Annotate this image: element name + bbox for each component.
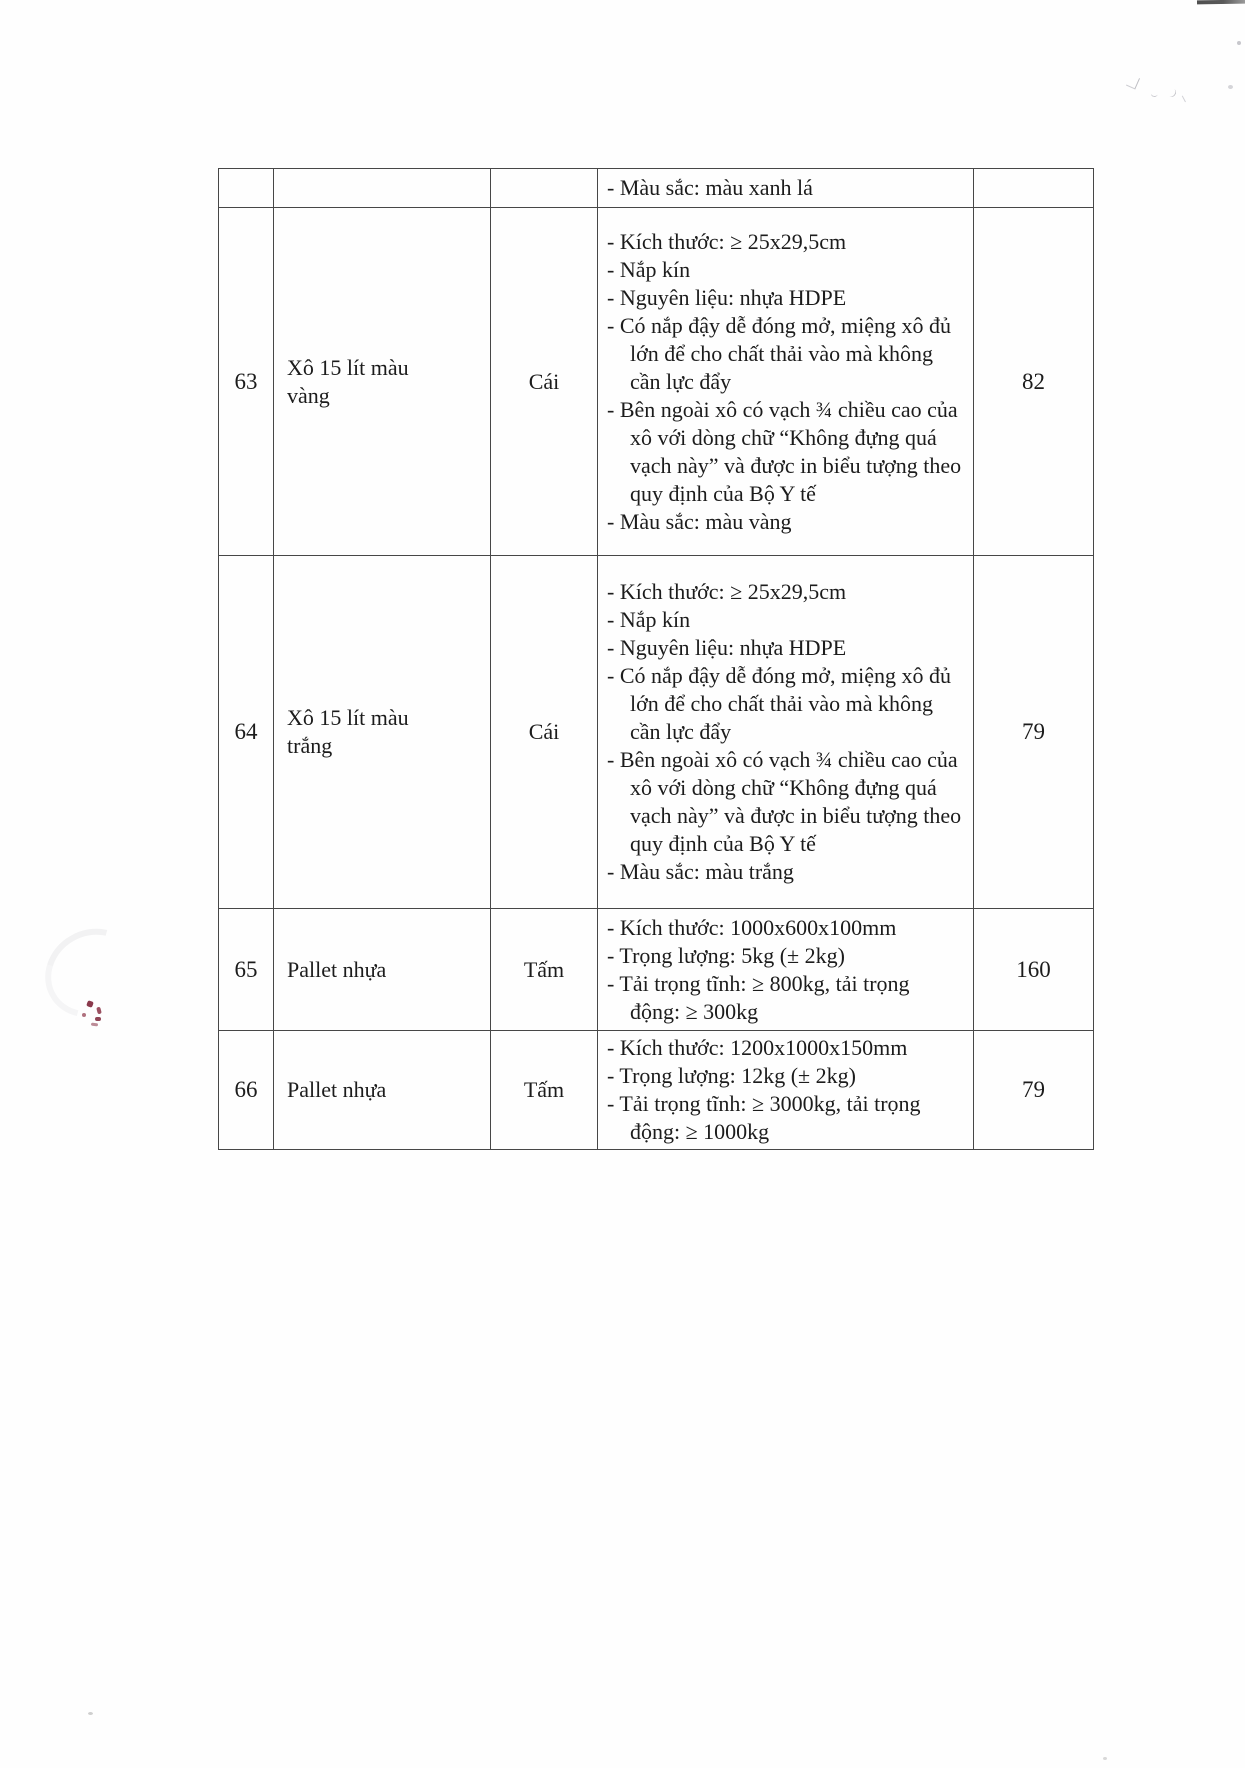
unit-cell: Cái [491,556,598,909]
spec-line: - Tải trọng tĩnh: ≥ 800kg, tải trọng động: ≥ 300kg [607,970,910,1024]
table-row-63 [219,208,1094,556]
scan-speck [1237,41,1241,45]
quantity-cell: 79 [974,556,1094,909]
pencil-mark [1228,85,1233,89]
table-row-carryover [219,169,1094,208]
spec-line: - Nguyên liệu: nhựa HDPE [607,635,847,660]
red-ink-mark [96,1007,102,1015]
row-number-cell: 65 [219,909,274,1031]
table-row-65 [219,909,1094,1031]
scan-speck [88,1712,93,1715]
red-ink-mark [91,1023,98,1027]
spec-line: - Màu sắc: màu vàng [607,508,792,534]
pencil-mark [1165,86,1177,98]
unit-cell [491,169,598,208]
table-row-64 [219,556,1094,909]
red-ink-mark [82,1013,86,1017]
spec-line: - Trọng lượng: 12kg (± 2kg) [607,1063,856,1088]
unit-cell: Tấm [491,1031,598,1150]
spec-line: - Bên ngoài xô có vạch ¾ chiều cao của xô với dòng chữ “Không đựng quá vạch này” và được in biểu tượng theo quy định của Bộ Y tế [607,747,962,856]
spec-line: - Tải trọng tĩnh: ≥ 3000kg, tải trọng động: ≥ 1000kg [607,1091,921,1144]
spec-cell [598,208,974,556]
pencil-mark [1150,87,1158,97]
spec-cell [598,556,974,909]
spec-line: - Màu sắc: màu xanh lá [607,175,813,200]
equipment-specification-table [218,168,1094,1150]
spec-cell [598,169,974,208]
spec-line: - Kích thước: 1200x1000x150mm [607,1035,908,1060]
quantity-cell [974,169,1094,208]
spec-line: - Nguyên liệu: nhựa HDPE [607,284,847,310]
spec-cell [598,909,974,1031]
spec-line: - Bên ngoài xô có vạch ¾ chiều cao của xô với dòng chữ “Không đựng quá vạch này” và được in biểu tượng theo quy định của Bộ Y tế [607,396,962,506]
spec-line: - Kích thước: 1000x600x100mm [607,914,897,940]
table-row-66 [219,1031,1094,1150]
row-number-cell [219,169,274,208]
scan-edge-line [1197,0,1245,4]
spec-line: - Có nắp đậy dễ đóng mở, miệng xô đủ lớn để cho chất thải vào mà không cần lực đẩy [607,312,952,394]
item-name-cell [274,169,491,208]
red-ink-mark [86,1000,94,1008]
pencil-mark [1126,74,1140,89]
stamp-ghost-arc [29,912,155,1034]
spec-line: - Có nắp đậy dễ đóng mở, miệng xô đủ lớn để cho chất thải vào mà không cần lực đẩy [607,663,952,744]
spec-line: - Nắp kín [607,607,691,632]
spec-line: - Kích thước: ≥ 25x29,5cm [607,579,847,604]
pencil-mark [1182,93,1191,102]
row-number-cell: 63 [219,208,274,556]
spec-line: - Kích thước: ≥ 25x29,5cm [607,228,847,254]
quantity-cell: 82 [974,208,1094,556]
item-name-cell: Pallet nhựa [274,909,491,1031]
spec-line: - Màu sắc: màu trắng [607,859,794,884]
row-number-cell: 64 [219,556,274,909]
unit-cell: Cái [491,208,598,556]
row-number-cell: 66 [219,1031,274,1150]
item-name-cell: Xô 15 lít màu vàng [274,208,491,556]
item-name-cell: Pallet nhựa [274,1031,491,1150]
spec-cell [598,1031,974,1150]
unit-cell: Tấm [491,909,598,1031]
quantity-cell: 79 [974,1031,1094,1150]
scan-speck [1103,1757,1107,1760]
quantity-cell: 160 [974,909,1094,1031]
item-name-cell: Xô 15 lít màu trắng [274,556,491,909]
spec-line: - Trọng lượng: 5kg (± 2kg) [607,942,845,968]
red-ink-mark [95,1017,101,1021]
spec-line: - Nắp kín [607,256,691,282]
